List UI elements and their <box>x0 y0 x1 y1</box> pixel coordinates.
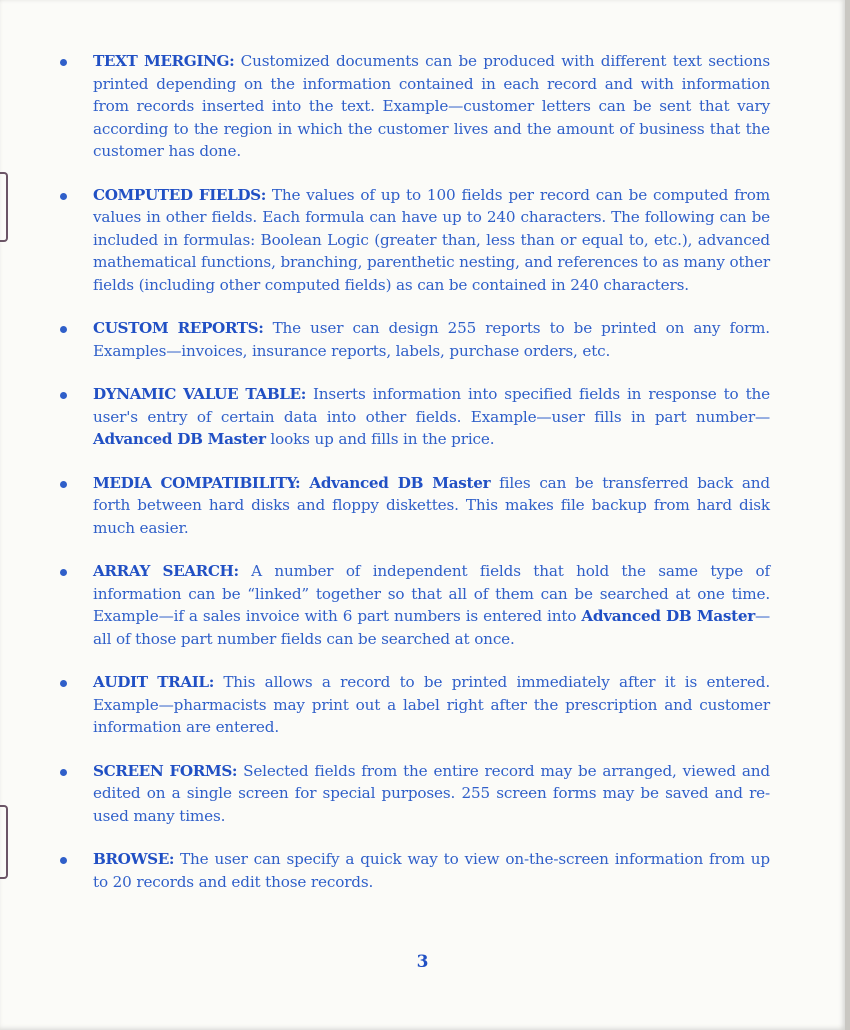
product-name: Advanced DB Master <box>581 607 755 625</box>
bullet-icon <box>60 569 67 576</box>
feature-text: A number of independent fields that hold the same type of information can be “linked” together so that all of them can be searched at one time. Example—if a sales invoice with 6 part numbers is entered into <box>93 562 770 625</box>
bullet-icon <box>60 769 67 776</box>
bullet-icon <box>60 59 67 66</box>
staple-top <box>0 172 8 242</box>
feature-array-search <box>58 560 770 650</box>
feature-custom-reports <box>58 317 770 362</box>
feature-heading: ARRAY SEARCH: <box>93 562 239 580</box>
feature-text: —all of those part number fields can be searched at once. <box>93 607 770 648</box>
feature-text: The values of up to 100 fields per record can be computed from values in other fields. Each formula can have up to 240 characters. The following can be included in formulas: Boolean Logic (greater than, less than or equal to, etc.), advanced mathematical functions, branching, parenthetic nesting, and references to as many other fields (including other computed fields) as can be contained in 240 characters. <box>93 185 770 294</box>
bullet-icon <box>60 680 67 687</box>
feature-computed-fields <box>58 184 770 297</box>
product-name: Advanced DB Master <box>300 473 491 492</box>
page-number: 3 <box>416 952 429 972</box>
feature-text: Selected fields from the entire record may be arranged, viewed and edited on a single screen for special purposes. 255 screen forms may be saved and re-used many times. <box>93 761 770 825</box>
feature-text: Inserts information into specified fields in response to the user's entry of certain data into other fields. Example—user fills in part number— <box>93 385 770 426</box>
feature-heading: MEDIA COMPATIBILITY: <box>93 473 301 492</box>
feature-text: files can be transferred back and forth between hard disks and floppy diskettes. This makes file backup from hard disk much easier. <box>93 473 770 537</box>
feature-audit-trail <box>58 671 770 739</box>
feature-browse <box>58 848 770 893</box>
feature-text: The user can design 255 reports to be printed on any form. Examples—invoices, insurance reports, labels, purchase orders, etc. <box>93 319 770 360</box>
feature-text: This allows a record to be printed immediately after it is entered. Example—pharmacists may print out a label right after the prescription and customer information are entered. <box>93 673 770 736</box>
feature-heading: DYNAMIC VALUE TABLE: <box>93 385 306 403</box>
feature-text: looks up and fills in the price. <box>265 430 495 448</box>
feature-media-compatibility <box>58 472 770 540</box>
feature-heading: AUDIT TRAIL: <box>93 673 214 691</box>
feature-heading: CUSTOM REPORTS: <box>93 319 264 337</box>
feature-text: The user can specify a quick way to view on-the-screen information from up to 20 records and edit those records. <box>93 850 770 891</box>
bullet-icon <box>60 193 67 200</box>
feature-screen-forms <box>58 760 770 828</box>
feature-heading: TEXT MERGING: <box>93 52 235 70</box>
bullet-icon <box>60 481 67 488</box>
feature-text: Customized documents can be produced with different text sections printed depending on the information contained in each record and with information from records inserted into the text. Example—customer letters can be sent that vary according to the region in which the customer lives and the amount of business that the customer has done. <box>93 52 771 160</box>
bullet-icon <box>60 392 67 399</box>
feature-heading: SCREEN FORMS: <box>93 761 238 780</box>
product-name: Advanced DB Master <box>93 430 266 448</box>
feature-heading: BROWSE: <box>93 850 175 868</box>
bullet-icon <box>60 326 67 333</box>
feature-text-merging <box>58 50 770 163</box>
bullet-icon <box>60 857 67 864</box>
staple-bottom <box>0 805 8 879</box>
feature-list <box>58 50 770 914</box>
feature-dynamic-value-table <box>58 383 770 451</box>
feature-heading: COMPUTED FIELDS: <box>93 185 266 204</box>
